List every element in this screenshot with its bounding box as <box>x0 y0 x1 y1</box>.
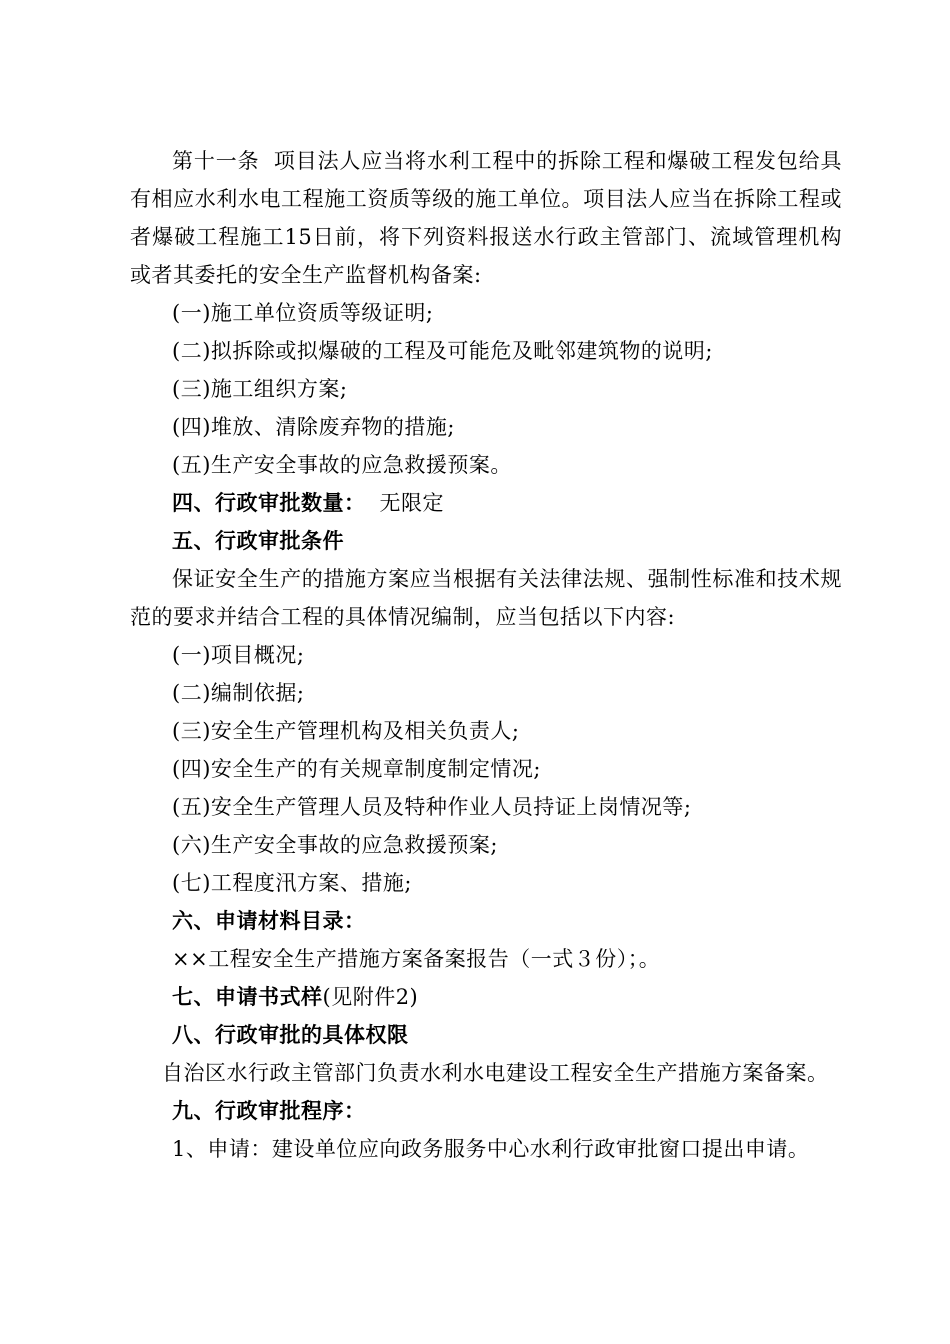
section-heading: 六、申请材料目录： <box>172 909 366 933</box>
list-item: (六)生产安全事故的应急救援预案; <box>172 833 498 857</box>
list-item: (三)施工组织方案; <box>172 377 348 401</box>
section-text: 自治区水行政主管部门负责水利水电建设工程安全生产措施方案备案。 <box>162 1061 829 1085</box>
article-text: 项目法人应当将水利工程中的拆除工程和爆破工程发包给具有相应水利水电工程施工资质等级的施工单位。项目法人应当在拆除工程或者爆破工程施工15日前，将下列资料报送水行政主管部门、流域管理机构或者其委托的安全生产监督机构备案: <box>130 149 842 287</box>
attachment-note: (见附件2) <box>322 985 419 1009</box>
section-heading: 五、行政审批条件 <box>172 529 344 553</box>
article-number: 第十一条 <box>172 149 260 173</box>
section-paragraph: 保证安全生产的措施方案应当根据有关法律法规、强制性标准和技术规范的要求并结合工程的具体情况编制，应当包括以下内容: <box>130 567 842 629</box>
section-heading: 四、行政审批数量： <box>172 491 366 515</box>
list-item: (五)生产安全事故的应急救援预案。 <box>172 453 512 477</box>
list-item: (一)施工单位资质等级证明; <box>172 301 434 325</box>
list-item: (五)安全生产管理人员及特种作业人员持证上岗情况等; <box>172 795 692 819</box>
section-heading: 九、行政审批程序： <box>172 1099 366 1123</box>
list-item: (七)工程度汛方案、措施; <box>172 871 412 895</box>
section-heading: 八、行政审批的具体权限 <box>172 1023 409 1047</box>
list-item: (二)拟拆除或拟爆破的工程及可能危及毗邻建筑物的说明; <box>172 339 713 363</box>
section-7 <box>130 978 842 1016</box>
list-item: (二)编制依据; <box>172 681 305 705</box>
list-item: (四)堆放、清除废弃物的措施; <box>172 415 455 439</box>
document-body <box>130 142 842 1168</box>
list-item: (三)安全生产管理机构及相关负责人; <box>172 719 520 743</box>
list-item: (一)项目概况; <box>172 643 305 667</box>
article-paragraph <box>130 142 842 294</box>
section-heading: 七、申请书式样 <box>172 985 323 1009</box>
section-value: 无限定 <box>379 491 444 515</box>
section-text: ××工程安全生产措施方案备案报告（一式３份）；。 <box>172 947 661 971</box>
list-item: (四)安全生产的有关规章制度制定情况; <box>172 757 541 781</box>
section-4 <box>130 484 842 522</box>
procedure-step: 1、申请：建设单位应向政务服务中心水利行政审批窗口提出申请。 <box>172 1137 810 1161</box>
